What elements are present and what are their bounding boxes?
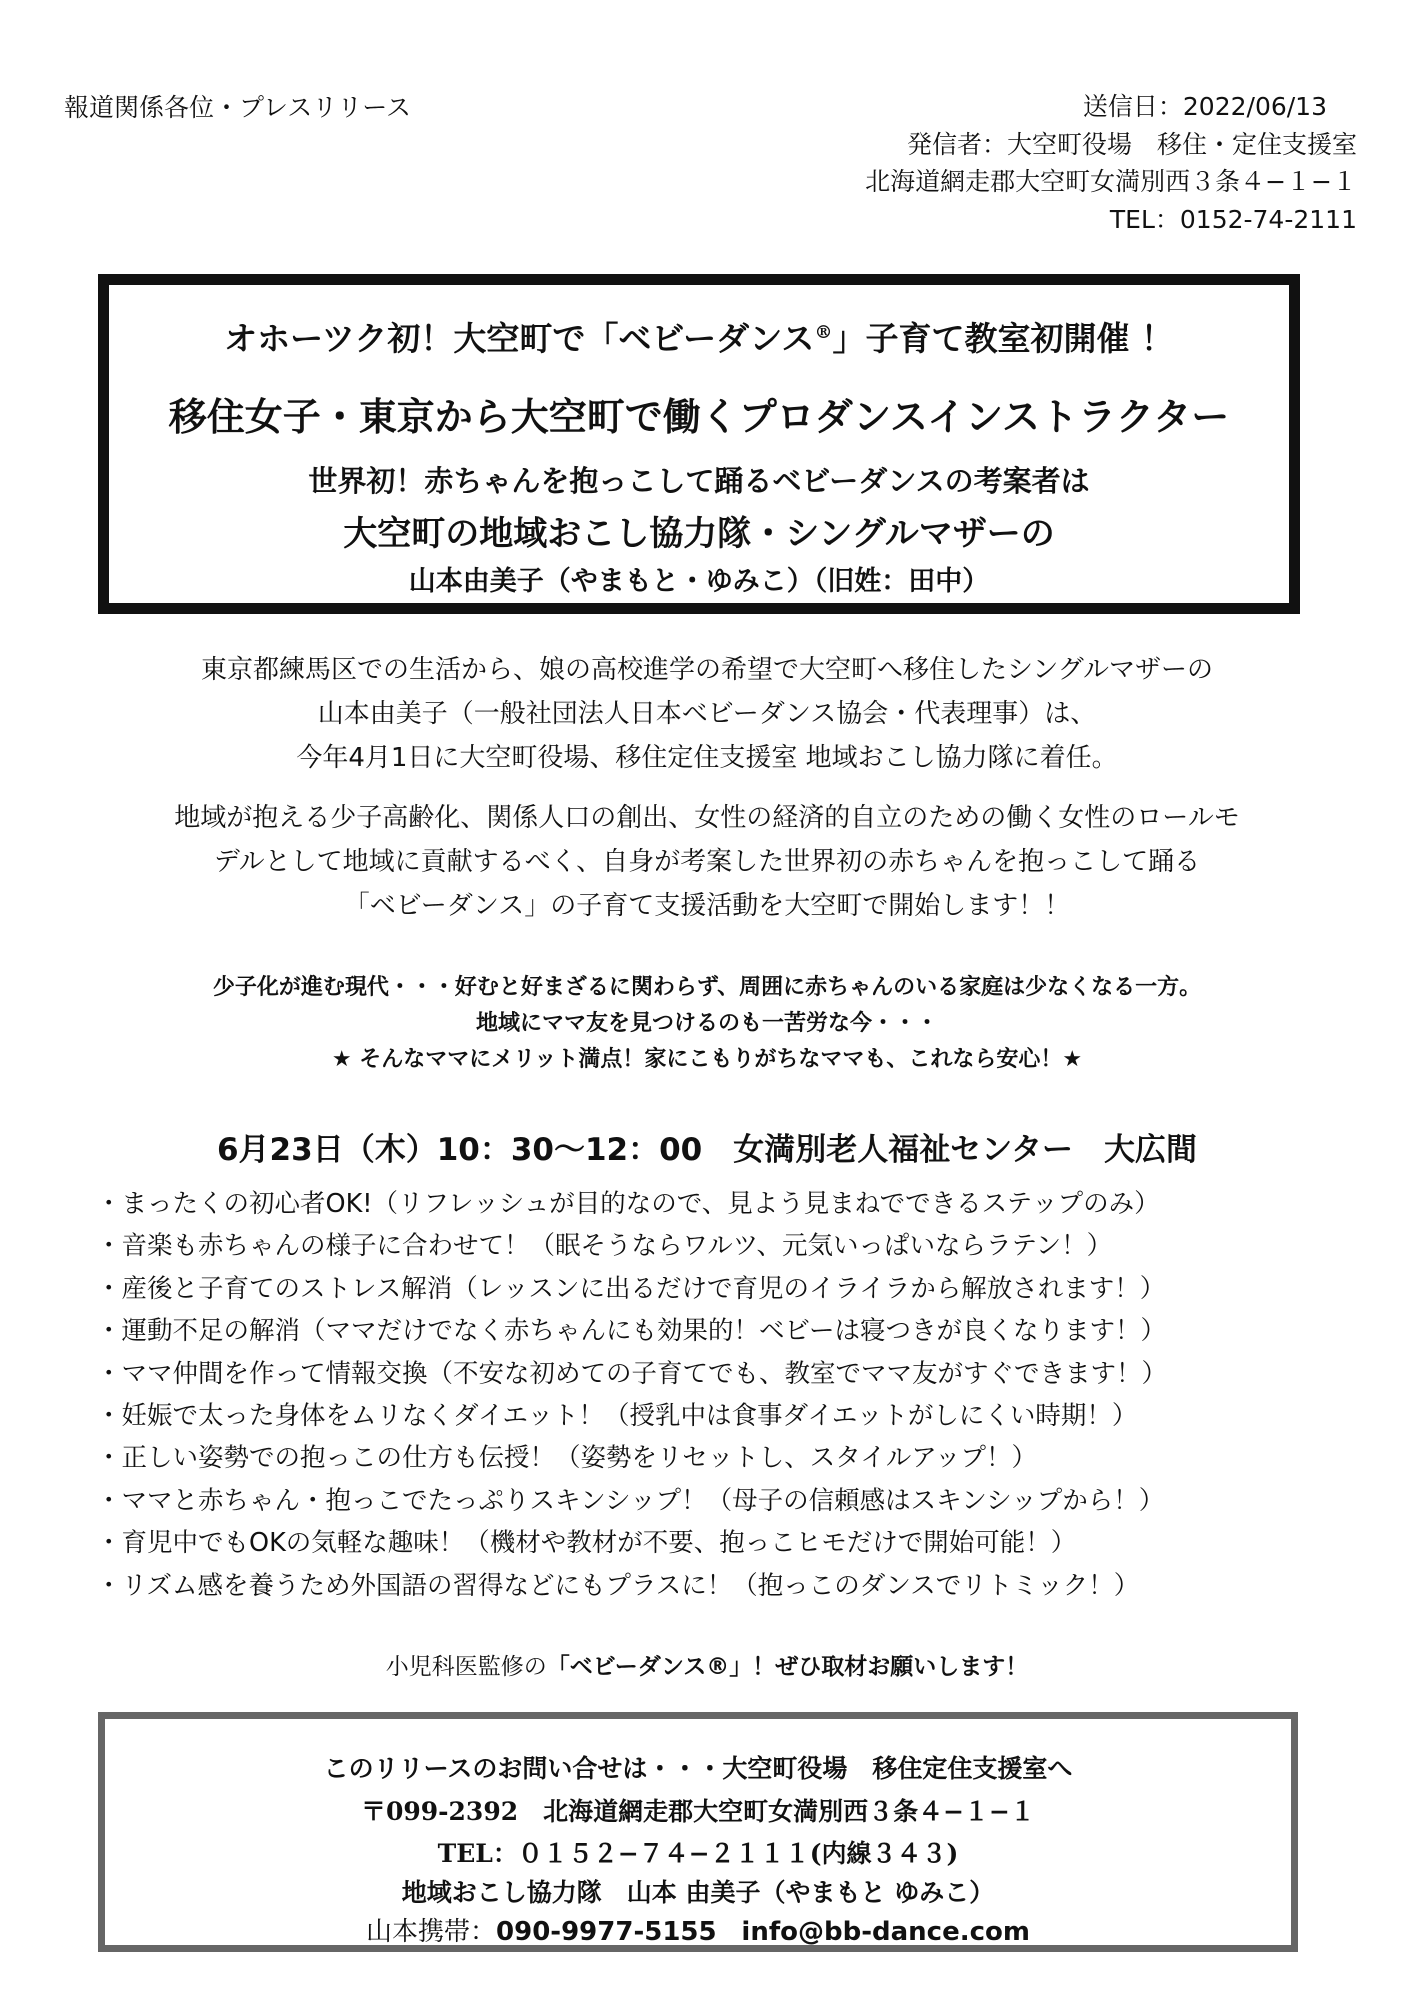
intro-paragraph-1: 東京都練馬区での生活から、娘の高校進学の希望で大空町へ移住したシングルマザーの 山本由美子（一般社団法人日本ベビーダンス協会・代表理事）は、 今年4月1日に大空町役場、移住定住支援室 地域おこし協力隊に着任。 [200, 655, 1214, 773]
contact-tel: TEL：０１５２−７４−２１１１(内線３４３) [437, 1839, 959, 1868]
contact-mobile-line: 山本携帯：090-9977-5155 info@bb-dance.com [366, 1917, 1030, 1947]
contact-address: 〒099-2392 北海道網走郡大空町女満別西３条４−１−１ [360, 1797, 1036, 1826]
contact-box [98, 1712, 1298, 1952]
headline: オホーツク初！大空町で「ベビーダンス®」子育て教室初開催 ！ [224, 319, 1174, 358]
list-item: ・音楽も赤ちゃんの様子に合わせて！（眠そうならワルツ、元気いっぱいならラテン！） [96, 1231, 1113, 1262]
press-release-label: 報道関係各位・プレスリリース [64, 93, 412, 122]
contact-heading: このリリースのお問い合せは・・・大空町役場 移住定住支援室へ [323, 1754, 1073, 1783]
highlight-block: 少子化が進む現代・・・好むと好まざるに関わらず、周囲に赤ちゃんのいる家庭は少なくなる一方。 地域にママ友を見つけるのも一苦労な今・・・ ★ そんなママにメリット満点！家にこもりがちなママも、これなら安心！★ [212, 975, 1202, 1072]
email-link[interactable]: info@bb-dance.com [741, 1917, 1030, 1947]
mobile-number[interactable]: 090-9977-5155 [496, 1917, 717, 1947]
event-details: 6月23日（木）10：30〜12：00 女満別老人福祉センター 大広間 [216, 1132, 1198, 1168]
contact-person: 地域おこし協力隊 山本 由美子（やまもと ゆみこ） [401, 1878, 995, 1907]
closing-emphasis: 「ベビーダンス®」！ぜひ取材お願いします！ [546, 1654, 1029, 1680]
list-item: ・まったくの初心者OK!（リフレッシュが目的なので、見よう見まねでできるステップのみ） [96, 1189, 1160, 1219]
title-line-4: 大空町の地域おこし協力隊・シングルマザーの [343, 514, 1055, 554]
list-item: ・ママ仲間を作って情報交換（不安な初めての子育てでも、教室でママ友がすぐできます！） [96, 1358, 1168, 1389]
list-item: ・運動不足の解消（ママだけでなく赤ちゃんにも効果的！ベビーは寝つきが良くなります！） [96, 1316, 1166, 1347]
sender-info [865, 88, 1357, 238]
sender-tel: TEL：0152-74-2111 [1109, 204, 1357, 234]
list-item: ・リズム感を養うため外国語の習得などにもプラスに！（抱っこのダンスでリトミック！） [96, 1570, 1140, 1601]
intro-paragraph-2: 地域が抱える少子高齢化、関係人口の創出、女性の経済的自立のための働く女性のロールモ デルとして地域に貢献するべく、自身が考案した世界初の赤ちゃんを抱っこして踊る 「ベビーダンス」の子育て支援活動を大空町で開始します！！ [174, 803, 1240, 921]
list-item: ・産後と子育てのストレス解消（レッスンに出るだけで育児のイライラから解放されます！） [96, 1273, 1166, 1304]
list-item: ・妊娠で太った身体をムリなくダイエット！（授乳中は食事ダイエットがしにくい時期！） [96, 1401, 1138, 1432]
title-line-5: 山本由美子（やまもと・ゆみこ）（旧姓：田中） [408, 566, 990, 597]
list-item: ・育児中でもOKの気軽な趣味！（機材や教材が不要、抱っこヒモだけで開始可能！） [96, 1528, 1077, 1559]
list-item: ・ママと赤ちゃん・抱っこでたっぷりスキンシップ！（母子の信頼感はスキンシップから！） [96, 1485, 1165, 1516]
closing-line: 小児科医監修の「ベビーダンス®」！ぜひ取材お願いします！ [385, 1654, 1029, 1680]
title-line-3: 世界初！赤ちゃんを抱っこして踊るベビーダンスの考案者は [308, 464, 1090, 498]
sender-name: 発信者：大空町役場 移住・定住支援室 [906, 129, 1357, 159]
list-item: ・正しい姿勢での抱っこの仕方も伝授！（姿勢をリセットし、スタイルアップ！） [96, 1443, 1037, 1474]
send-date: 送信日：2022/06/13 [1082, 92, 1327, 121]
subheadline: 移住女子・東京から大空町で働くプロダンスインストラクター [168, 394, 1230, 439]
benefit-list [96, 1183, 1167, 1607]
sender-address: 北海道網走郡大空町女満別西３条４−１−１ [865, 167, 1357, 196]
title-box [98, 274, 1300, 614]
